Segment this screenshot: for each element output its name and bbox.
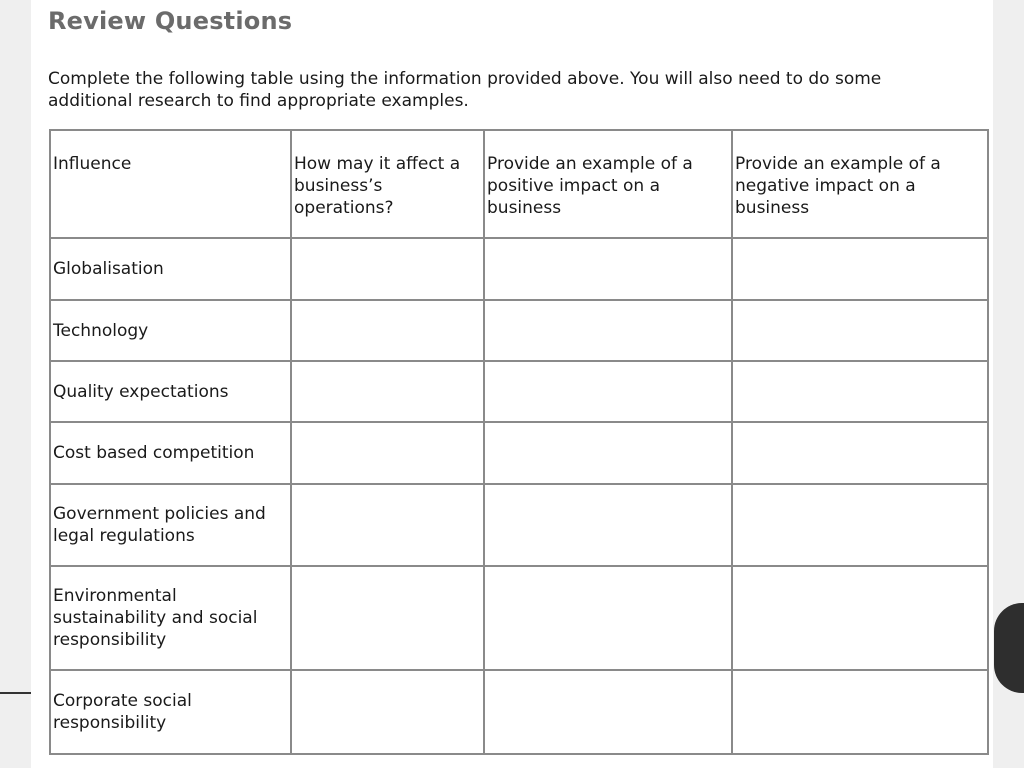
answer-cell-negative[interactable]: [732, 484, 988, 566]
table-row: [50, 361, 988, 422]
answer-cell-affect[interactable]: [291, 422, 484, 484]
answer-cell-negative[interactable]: [732, 300, 988, 361]
header-affect-operations: How may it affect a business’s operations?: [291, 130, 484, 238]
influence-cell: Corporate social responsibility: [50, 670, 291, 754]
page-title: Review Questions: [48, 7, 293, 35]
answer-cell-positive[interactable]: [484, 566, 732, 670]
review-table: [49, 129, 989, 755]
answer-cell-positive[interactable]: [484, 422, 732, 484]
influence-cell: Government policies and legal regulations: [50, 484, 291, 566]
answer-cell-positive[interactable]: [484, 484, 732, 566]
answer-cell-negative[interactable]: [732, 361, 988, 422]
table-row: [50, 238, 988, 300]
answer-cell-affect[interactable]: [291, 566, 484, 670]
influence-cell: Environmental sustainability and social responsibility: [50, 566, 291, 670]
answer-cell-affect[interactable]: [291, 300, 484, 361]
answer-cell-positive[interactable]: [484, 238, 732, 300]
table-row: [50, 300, 988, 361]
document-page: [31, 0, 993, 768]
intro-paragraph: Complete the following table using the information provided above. You will also need to do some additional research to find appropriate examples.: [48, 69, 882, 111]
answer-cell-positive[interactable]: [484, 670, 732, 754]
header-positive-example: Provide an example of a positive impact on a business: [484, 130, 732, 238]
table-row: [50, 422, 988, 484]
table-row: [50, 566, 988, 670]
answer-cell-positive[interactable]: [484, 361, 732, 422]
answer-cell-affect[interactable]: [291, 670, 484, 754]
answer-cell-negative[interactable]: [732, 238, 988, 300]
left-divider-line: [0, 692, 31, 694]
influence-cell: Cost based competition: [50, 422, 291, 484]
answer-cell-negative[interactable]: [732, 566, 988, 670]
table-row: [50, 484, 988, 566]
answer-cell-positive[interactable]: [484, 300, 732, 361]
influence-cell: Quality expectations: [50, 361, 291, 422]
header-negative-example: Provide an example of a negative impact on a business: [732, 130, 988, 238]
answer-cell-affect[interactable]: [291, 238, 484, 300]
side-panel-tab[interactable]: [994, 603, 1024, 693]
answer-cell-affect[interactable]: [291, 361, 484, 422]
header-influence: Influence: [50, 130, 291, 238]
answer-cell-negative[interactable]: [732, 422, 988, 484]
table-row: [50, 670, 988, 754]
answer-cell-negative[interactable]: [732, 670, 988, 754]
influence-cell: Globalisation: [50, 238, 291, 300]
answer-cell-affect[interactable]: [291, 484, 484, 566]
influence-cell: Technology: [50, 300, 291, 361]
table-header-row: [50, 130, 988, 238]
